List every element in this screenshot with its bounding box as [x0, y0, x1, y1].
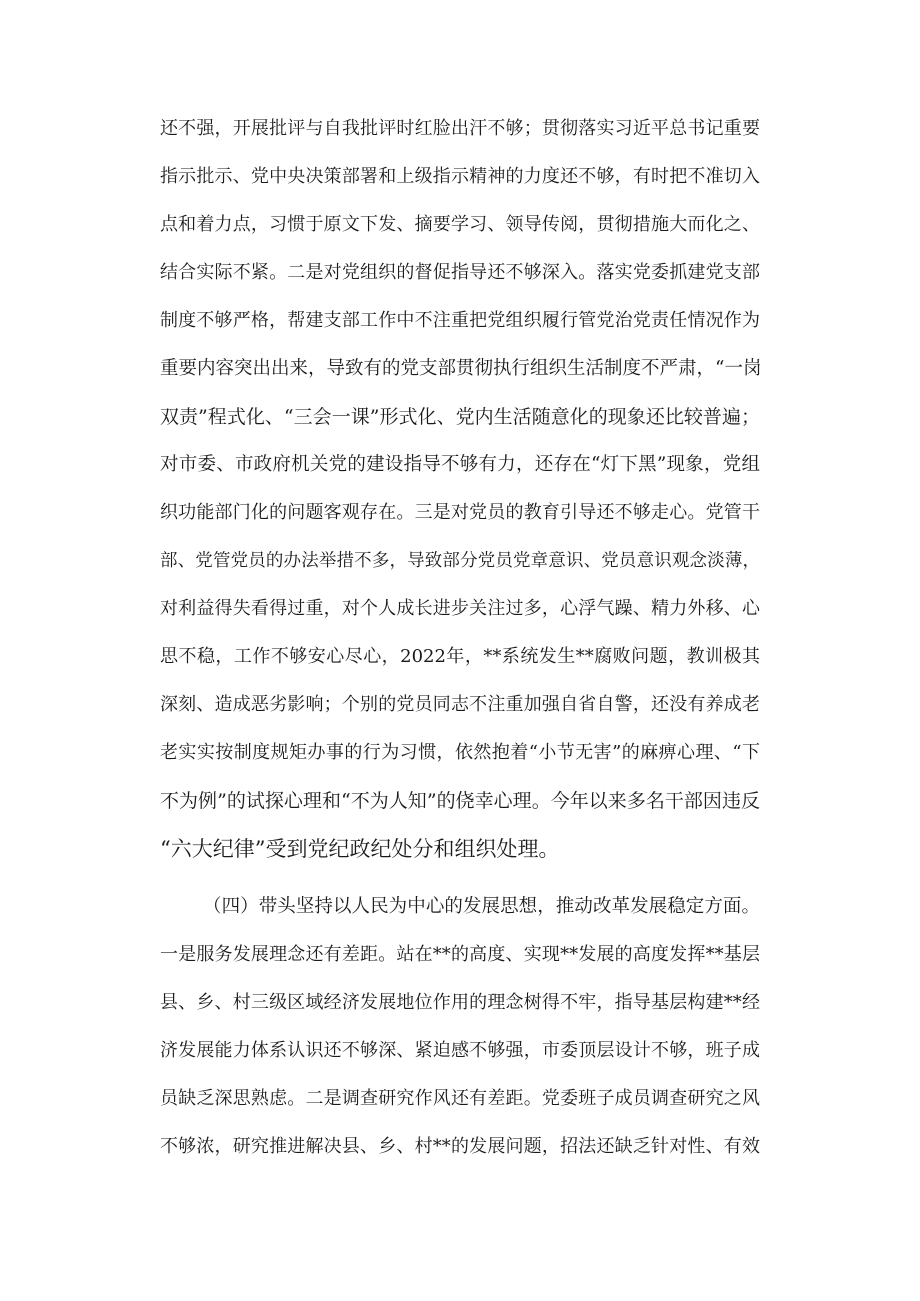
body-text-line: 重要内容突出出来，导致有的党支部贯彻执行组织生活制度不严肃，“一岗 — [160, 358, 762, 379]
body-text-line: 不为例”的试探心理和“不为人知”的侥幸心理。今年以来多名干部因违反 — [160, 790, 760, 812]
body-text-line: 织功能部门化的问题客观存在。三是对党员的教育引导还不够走心。党管干 — [160, 502, 760, 523]
body-text-line: 结合实际不紧。二是对党组织的督促指导还不够深入。落实党委抓建党支部 — [160, 262, 760, 283]
body-text-line: 员缺乏深思熟虑。二是调查研究作风还有差距。党委班子成员调查研究之风 — [160, 1088, 760, 1109]
body-text-line: 指示批示、党中央决策部署和上级指示精神的力度还不够，有时把不准切入 — [160, 166, 760, 187]
body-text-line-paragraph-end: “六大纪律”受到党纪政纪处分和组织处理。 — [160, 837, 560, 861]
body-text-line: 对市委、市政府机关党的建设指导不够有力，还存在“灯下黑”现象，党组 — [160, 454, 760, 475]
body-text-line: 不够浓，研究推进解决县、乡、村**的发展问题，招法还缺乏针对性、有效 — [160, 1136, 760, 1157]
section-heading-line: （四）带头坚持以人民为中心的发展思想，推动改革发展稳定方面。 — [203, 896, 760, 917]
body-text-line: 制度不够严格，帮建支部工作中不注重把党组织履行管党治党责任情况作为 — [160, 310, 760, 331]
body-text-line: 一是服务发展理念还有差距。站在**的高度、实现**发展的高度发挥**基层 — [160, 944, 760, 965]
body-text-line: 济发展能力体系认识还不够深、紧迫感不够强，市委顶层设计不够，班子成 — [160, 1040, 760, 1061]
body-text-line: 深刻、造成恶劣影响；个别的党员同志不注重加强自省自警，还没有养成老 — [160, 694, 760, 715]
body-text-line: 还不强，开展批评与自我批评时红脸出汗不够；贯彻落实习近平总书记重要 — [160, 118, 760, 139]
body-text-line: 老实实按制度规矩办事的行为习惯，依然抱着“小节无害”的麻痹心理、“下 — [160, 742, 760, 763]
body-text-line: 对利益得失看得过重，对个人成长进步关注过多，心浮气躁、精力外移、心 — [160, 598, 760, 619]
body-text-line: 双责”程式化、“三会一课”形式化、党内生活随意化的现象还比较普遍； — [160, 406, 760, 428]
body-text-line: 点和着力点，习惯于原文下发、摘要学习、领导传阅，贯彻措施大而化之、 — [160, 214, 760, 235]
body-text-line: 思不稳，工作不够安心尽心，2022年，**系统发生**腐败问题，教训极其 — [160, 646, 760, 667]
body-text-line: 部、党管党员的办法举措不多，导致部分党员党章意识、党员意识观念淡薄， — [160, 551, 760, 571]
body-text-line: 县、乡、村三级区域经济发展地位作用的理念树得不牢，指导基层构建**经 — [160, 992, 760, 1013]
